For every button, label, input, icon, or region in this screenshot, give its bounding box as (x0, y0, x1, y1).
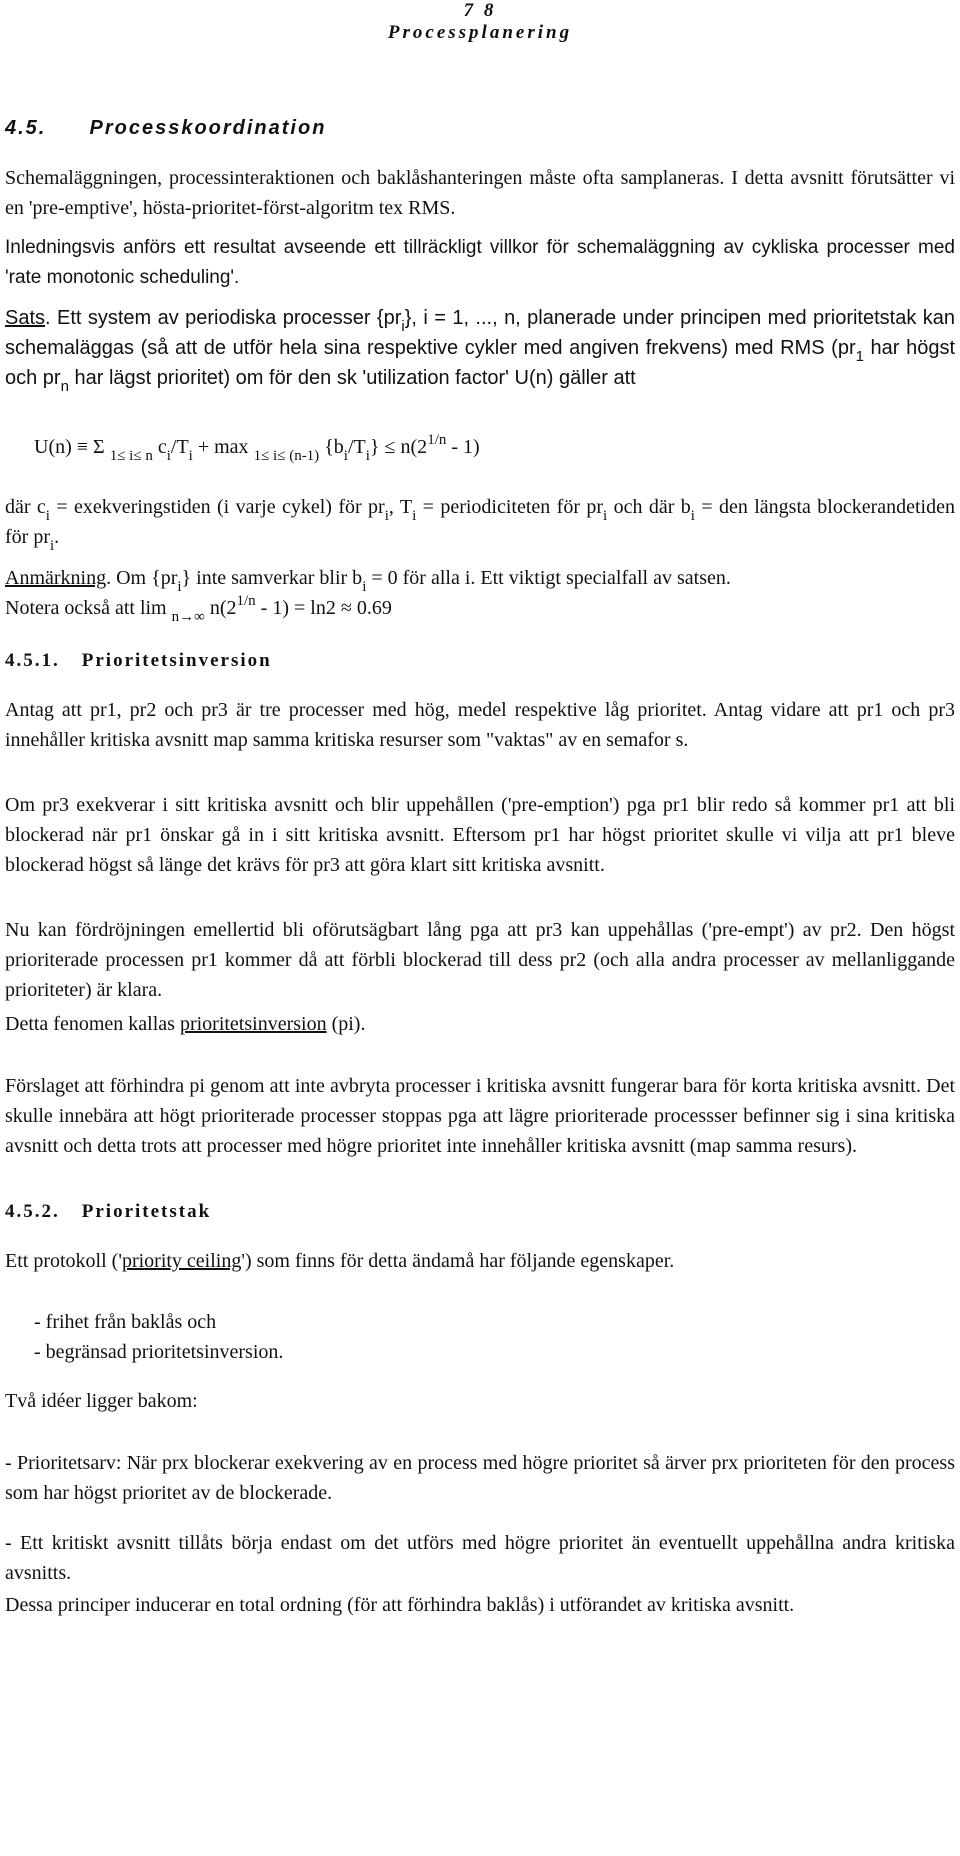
paragraph (5, 1246, 955, 1276)
formula-term: /T (347, 436, 366, 458)
defined-term: prioritetsinversion (179, 1013, 327, 1035)
paragraph-text: ') som finns för detta ändamå har följande egenskaper. (241, 1250, 675, 1272)
formula-term: + max (192, 436, 254, 458)
paragraph: - Ett kritiskt avsnitt tillåts börja endast om det utförs med högre prioritet än eventuellt uppehållna andra kritiska avsnitts. (5, 1532, 955, 1584)
formula-term: - 1) (446, 436, 480, 458)
where-text: = den längsta blockerandetiden för pr (5, 496, 955, 548)
page-number: 7 8 (463, 0, 497, 21)
subscript: n (60, 378, 69, 395)
paragraph-text: Ett protokoll (' (5, 1250, 122, 1272)
paragraph: - Prioritetsarv: När prx blockerar exekvering av en process med högre prioritet så ärver prx prioriteten för den process som har högst prioritet av de blockerade. (5, 1452, 955, 1504)
formula-term: n(2 (395, 436, 428, 458)
theorem-paragraph (5, 303, 955, 393)
subscript: i (365, 448, 370, 464)
paragraph-text: (pi). (326, 1013, 366, 1035)
where-paragraph (5, 492, 955, 552)
subsection-number: 4.5.2. (5, 1201, 60, 1222)
equiv-symbol: ≡ (76, 436, 89, 458)
subscript: i (166, 448, 171, 464)
paragraph: Antag att pr1, pr2 och pr3 är tre processer med hög, medel respektive låg prioritet. Antag vidare att pr1 och pr3 innehåller kritiska avsnitt map samma kritiska resurser som "vaktas" av en semafor s. (5, 699, 955, 751)
remark-text: = 0 för alla i. Ett viktigt specialfall av satsen. (366, 567, 731, 589)
subscript: i (362, 579, 367, 595)
paragraph: Nu kan fördröjningen emellertid bli oförutsägbart lång pga att pr3 kan uppehållas ('pre-empt') av pr2. Den högst prioriterade processen pr1 kommer då att förbli blockerad till dess pr2 (och alla andra processer av mellanliggande prioriteter) är klara. (5, 919, 955, 1001)
paragraph: Schemaläggningen, processinteraktionen och baklåshanteringen måste ofta samplaneras. I detta avsnitt förutsätter vi en 'pre-emptive', hösta-prioritet-först-algoritm tex RMS. (5, 167, 955, 219)
section-title: Processkoordination (89, 117, 327, 139)
remark-text: 0.69 (351, 597, 392, 619)
theorem-text: har lägst prioritet) om för den sk 'utilization factor' U(n) gäller att (68, 367, 636, 389)
sigma-symbol: Σ (88, 436, 110, 458)
subsection-heading-4-5-2 (5, 1197, 211, 1227)
leq-symbol: ≤ (384, 436, 396, 458)
where-text: = exekveringstiden (i varje cykel) för pr (49, 496, 385, 518)
limit-subscript: n→∞ (171, 609, 205, 625)
paragraph: Om pr3 exekverar i sitt kritiska avsnitt och blir uppehållen ('pre-emption') pga pr1 blir redo så kommer pr1 att bli blockerad när pr1 önskar gå in i sitt kritiska avsnitt. Eftersom pr1 har högst prioritet skulle vi vilja att pr1 bleve blockerad högst så länge det krävs för pr3 att göra klart sitt kritiska avsnitt. (5, 794, 955, 876)
paragraph: Förslaget att förhindra pi genom att inte avbryta processer i kritiska avsnitt fungerar bara för korta kritiska avsnitt. Det skulle innebära att högt prioriterade processer stoppas pga att lägre prioriterade processser befinner sig i sina kritiska avsnitt och detta trots att processer med högre prioritet inte innehåller kritiska avsnitt (map samma resurs). (5, 1075, 955, 1157)
subscript: i (49, 538, 55, 554)
section-heading-4-5 (5, 113, 326, 143)
theorem-text: har högst och pr (5, 337, 955, 389)
sum-range: 1≤ i≤ n (109, 448, 153, 464)
where-text: och där b (607, 496, 691, 518)
running-title: Processplanering (387, 22, 573, 43)
list-item: - frihet från baklås och (34, 1311, 217, 1333)
theorem-text: . Ett system av periodiska processer {pr (45, 307, 402, 329)
remark-text: . Om {pr (106, 567, 178, 589)
where-text: , T (388, 496, 413, 518)
theorem-label: Sats (5, 307, 46, 329)
subsection-title: Prioritetsinversion (81, 650, 272, 671)
subsection-heading-4-5-1 (5, 646, 272, 676)
remark-line-2 (5, 593, 955, 623)
formula-lhs: U(n) (34, 436, 77, 458)
defined-term: priority ceiling (121, 1250, 242, 1272)
remark-text: Notera också att lim (5, 597, 172, 619)
formula-term: } (369, 436, 385, 458)
remark-text: } inte samverkar blir b (181, 567, 363, 589)
subscript: i (384, 508, 389, 524)
subscript: i (401, 318, 405, 335)
paragraph (5, 1009, 955, 1039)
subscript: 1 (855, 348, 864, 365)
subscript: i (412, 508, 417, 524)
paragraph: Dessa principer inducerar en total ordning (för att förhindra baklås) i utförandet av kritiska avsnitt. (5, 1594, 795, 1616)
subscript: i (45, 508, 50, 524)
superscript: 1/n (427, 432, 447, 448)
paragraph-text: Detta fenomen kallas (5, 1013, 180, 1035)
max-range: 1≤ i≤ (n-1) (253, 448, 320, 464)
where-text: där c (5, 496, 46, 518)
subscript: i (188, 448, 193, 464)
approx-symbol: ≈ (340, 597, 352, 619)
formula-term: /T (170, 436, 189, 458)
superscript: 1/n (236, 593, 256, 609)
where-text: . (54, 526, 60, 548)
section-number: 4.5. (5, 117, 47, 139)
subsection-number: 4.5.1. (5, 650, 60, 671)
paragraph: Inledningsvis anförs ett resultat avseende ett tillräckligt villkor för schemaläggning av cykliska processer med 'rate monotonic scheduling'. (5, 237, 955, 288)
subsection-title: Prioritetstak (81, 1201, 212, 1222)
formula-term: {b (319, 436, 344, 458)
subscript: i (603, 508, 608, 524)
remark-line-1 (5, 563, 955, 593)
utilization-formula (34, 432, 480, 462)
subscript: i (690, 508, 695, 524)
subscript: i (343, 448, 348, 464)
list-item: - begränsad prioritetsinversion. (34, 1341, 284, 1363)
paragraph: Två idéer ligger bakom: (5, 1390, 198, 1412)
subscript: i (177, 579, 182, 595)
where-text: = periodiciteten för pr (416, 496, 604, 518)
formula-term: c (152, 436, 167, 458)
theorem-text: }, i = 1, ..., n, planerade under principen med prioritetstak kan schemaläggas (så att de utför hela sina respektive cykler med angiven frekvens) med RMS (pr (5, 307, 956, 359)
remark-text: - 1) = ln2 (255, 597, 341, 619)
remark-label: Anmärkning (5, 567, 107, 589)
remark-text: n(2 (204, 597, 237, 619)
